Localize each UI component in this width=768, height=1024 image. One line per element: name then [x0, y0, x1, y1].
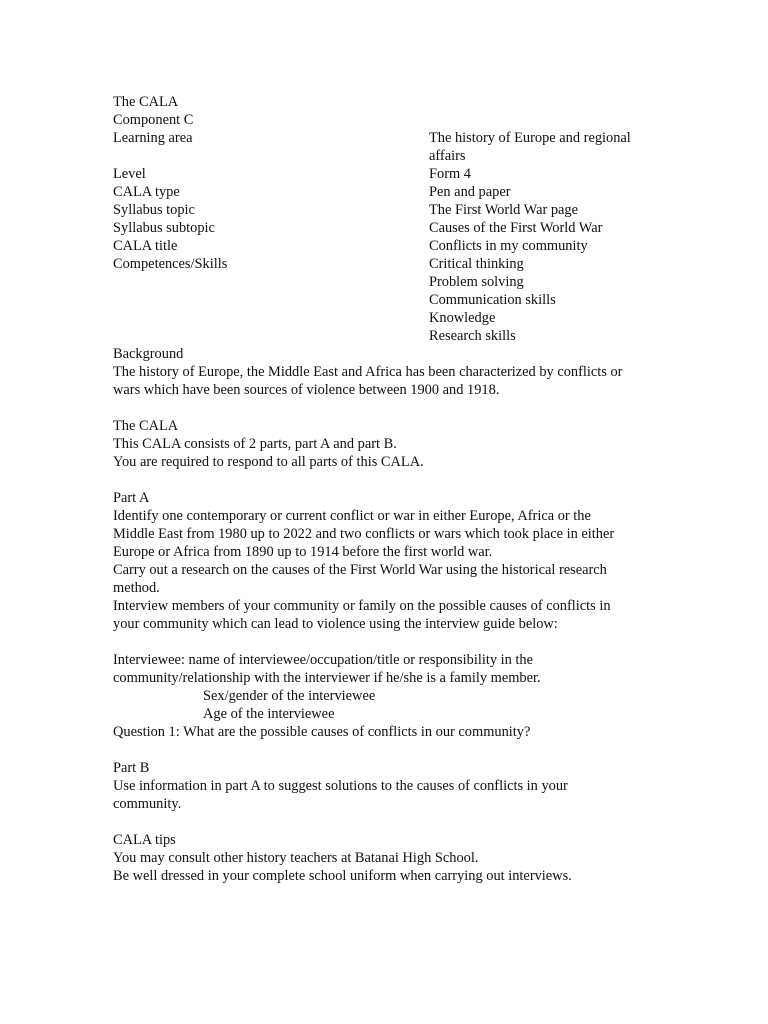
part-a-text-line: Interview members of your community or family on the possible causes of conflicts in: [113, 598, 611, 614]
tips-text-line: Be well dressed in your complete school uniform when carrying out interviews.: [113, 868, 572, 884]
competence-item: Problem solving: [429, 274, 524, 290]
part-b-text-line: community.: [113, 796, 182, 812]
level-row: [113, 165, 653, 183]
interviewee-text-line: Interviewee: name of interviewee/occupation/title or responsibility in the: [113, 652, 533, 668]
cala-type-label: CALA type: [113, 184, 180, 200]
interviewee-sex-line: Sex/gender of the interviewee: [203, 688, 376, 704]
cala-title-row: [113, 237, 653, 255]
part-a-text-line: your community which can lead to violence using the interview guide below:: [113, 616, 558, 632]
syllabus-topic-row: [113, 201, 653, 219]
level-label: Level: [113, 166, 146, 182]
part-a-text-line: Middle East from 1980 up to 2022 and two conflicts or wars which took place in either: [113, 526, 615, 542]
document-page: [113, 93, 653, 885]
learning-area-row: [113, 129, 653, 165]
learning-area-value: [429, 129, 653, 165]
part-b-heading: Part B: [113, 760, 150, 776]
background-text-line: wars which have been sources of violence between 1900 and 1918.: [113, 382, 500, 398]
cala-section-heading: The CALA: [113, 418, 179, 434]
syllabus-subtopic-row: [113, 219, 653, 237]
competence-item: Knowledge: [429, 310, 496, 326]
tips-text-line: You may consult other history teachers at Batanai High School.: [113, 850, 479, 866]
syllabus-topic-value: The First World War page: [429, 202, 579, 218]
part-a-text-line: Identify one contemporary or current conflict or war in either Europe, Africa or the: [113, 508, 591, 524]
competence-item: Research skills: [429, 328, 516, 344]
learning-area-label: Learning area: [113, 130, 193, 146]
spacer: [113, 741, 653, 759]
component-label: Component C: [113, 112, 194, 128]
tips-heading: CALA tips: [113, 832, 176, 848]
interviewee-text-line: community/relationship with the interviewer if he/she is a family member.: [113, 670, 541, 686]
spacer: [113, 471, 653, 489]
cala-type-row: [113, 183, 653, 201]
spacer: [113, 633, 653, 651]
cala-title-label: CALA title: [113, 238, 178, 254]
learning-area-value-line1: The history of Europe and regional: [429, 130, 631, 146]
competences-list: [429, 255, 556, 345]
spacer: [113, 813, 653, 831]
interviewee-age-line: Age of the interviewee: [203, 706, 335, 722]
syllabus-subtopic-value: Causes of the First World War: [429, 220, 603, 236]
part-a-text-line: method.: [113, 580, 160, 596]
competences-row: [113, 255, 653, 345]
document-title: The CALA: [113, 94, 179, 110]
question-1: Question 1: What are the possible causes of conflicts in our community?: [113, 724, 531, 740]
background-heading: Background: [113, 346, 184, 362]
level-value: Form 4: [429, 166, 471, 182]
part-a-heading: Part A: [113, 490, 150, 506]
competence-item: Critical thinking: [429, 256, 524, 272]
learning-area-value-line2: affairs: [429, 148, 466, 164]
background-text-line: The history of Europe, the Middle East and Africa has been characterized by conflicts or: [113, 364, 623, 380]
competence-item: Communication skills: [429, 292, 556, 308]
syllabus-subtopic-label: Syllabus subtopic: [113, 220, 215, 236]
syllabus-topic-label: Syllabus topic: [113, 202, 195, 218]
competences-label: Competences/Skills: [113, 256, 228, 272]
spacer: [113, 399, 653, 417]
part-b-text-line: Use information in part A to suggest solutions to the causes of conflicts in your: [113, 778, 568, 794]
cala-section-text-line: You are required to respond to all parts of this CALA.: [113, 454, 424, 470]
cala-section-text-line: This CALA consists of 2 parts, part A and part B.: [113, 436, 397, 452]
cala-title-value: Conflicts in my community: [429, 238, 588, 254]
part-a-text-line: Carry out a research on the causes of the First World War using the historical research: [113, 562, 607, 578]
cala-type-value: Pen and paper: [429, 184, 511, 200]
part-a-text-line: Europe or Africa from 1890 up to 1914 before the first world war.: [113, 544, 493, 560]
